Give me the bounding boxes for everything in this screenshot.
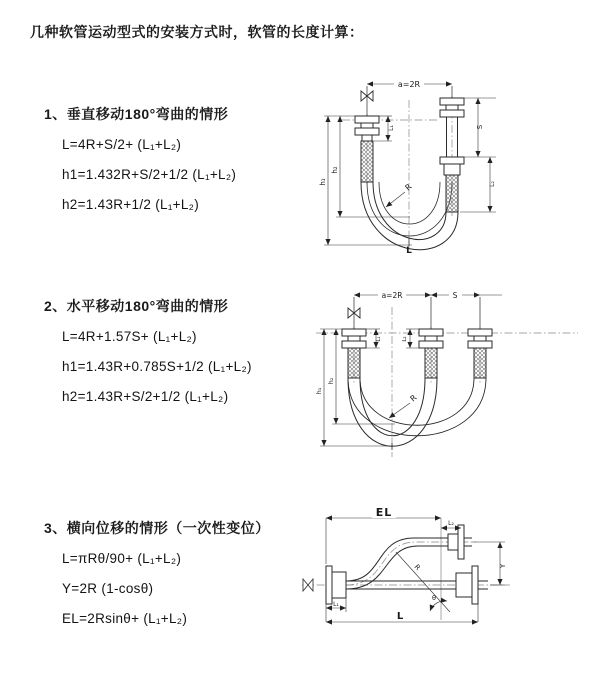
formula-line: L=πRθ/90+ (L₁+L₂) xyxy=(62,551,182,566)
section-vertical-movement xyxy=(44,104,236,220)
section-2-heading: 2、水平移动180°弯曲的情形 xyxy=(44,298,229,314)
formula-line: Y=2R (1-cosθ) xyxy=(62,581,154,596)
left-pipe-fitting xyxy=(355,86,379,182)
section-3-heading: 3、横向位移的情形（一次性变位） xyxy=(44,520,270,536)
braid-texture xyxy=(425,348,437,378)
page-title: 几种软管运动型式的安装方式时，软管的长度计算： xyxy=(30,24,364,40)
dim-label-l1: L₁ xyxy=(333,601,339,608)
radius-angle-construction xyxy=(396,552,450,612)
braid-texture xyxy=(446,175,458,212)
left-pipe-fitting xyxy=(342,297,366,378)
dim-label-l2: L₂ xyxy=(489,181,496,187)
dim-label-y: Y xyxy=(499,563,507,569)
formula-line: L=4R+S/2+ (L₁+L₂) xyxy=(62,137,182,152)
formula-line: h1=1.432R+S/2+1/2 (L₁+L₂) xyxy=(62,167,237,182)
valve-icon xyxy=(303,579,313,591)
dim-label-s: S xyxy=(476,124,484,130)
formula-line: L=4R+1.57S+ (L₁+L₂) xyxy=(62,329,197,344)
right-pipe-fitting xyxy=(440,86,464,212)
upper-right-flange xyxy=(448,525,472,559)
dim-label-l: L xyxy=(396,611,404,622)
dimension-lines xyxy=(324,84,496,246)
diagram-lateral-displacement xyxy=(298,500,593,650)
dim-label-h2: h₂ xyxy=(331,166,339,174)
section-1-heading: 1、垂直移动180°弯曲的情形 xyxy=(44,106,229,122)
diagram-vertical-180-bend xyxy=(312,70,577,255)
section-horizontal-movement xyxy=(44,296,252,412)
section-1-formulas xyxy=(44,130,236,220)
middle-pipe-fitting xyxy=(419,297,443,378)
braid-texture xyxy=(474,348,486,378)
formula-line: h2=1.43R+1/2 (L₁+L₂) xyxy=(62,197,200,212)
section-3-formulas xyxy=(44,544,270,634)
formula-line: h1=1.43R+0.785S+1/2 (L₁+L₂) xyxy=(62,359,252,374)
dim-label-h2: h₂ xyxy=(327,377,335,385)
dim-label-l: L xyxy=(406,246,412,255)
formula-line: h2=1.43R+S/2+1/2 (L₁+L₂) xyxy=(62,389,229,404)
dim-label-r: R xyxy=(412,562,422,572)
diagram-horizontal-180-bend xyxy=(310,283,585,463)
dim-label-a2r: a=2R xyxy=(381,291,403,300)
dim-label-h1: h₁ xyxy=(315,387,323,395)
dim-label-r: R xyxy=(403,182,414,193)
dim-label-theta: θ xyxy=(432,594,436,602)
dim-label-l2: L₂ xyxy=(402,336,408,342)
dim-label-h1: h₁ xyxy=(319,178,327,186)
formula-line: EL=2Rsinθ+ (L₁+L₂) xyxy=(62,611,188,626)
dim-label-a2r: a=2R xyxy=(397,80,421,89)
section-lateral-displacement xyxy=(44,518,270,634)
dim-label-l1: L₁ xyxy=(388,125,395,131)
dim-label-l1: L₁ xyxy=(376,336,382,342)
hose-curves xyxy=(348,378,486,446)
section-2-formulas xyxy=(44,322,252,412)
braid-texture xyxy=(348,348,360,378)
braid-texture xyxy=(361,141,373,182)
dim-label-r: R xyxy=(408,393,419,404)
dim-label-el: EL xyxy=(375,506,393,519)
dim-label-s: S xyxy=(452,291,458,300)
moved-pipe-fitting xyxy=(468,297,492,378)
dim-label-l2: L₂ xyxy=(448,520,454,527)
